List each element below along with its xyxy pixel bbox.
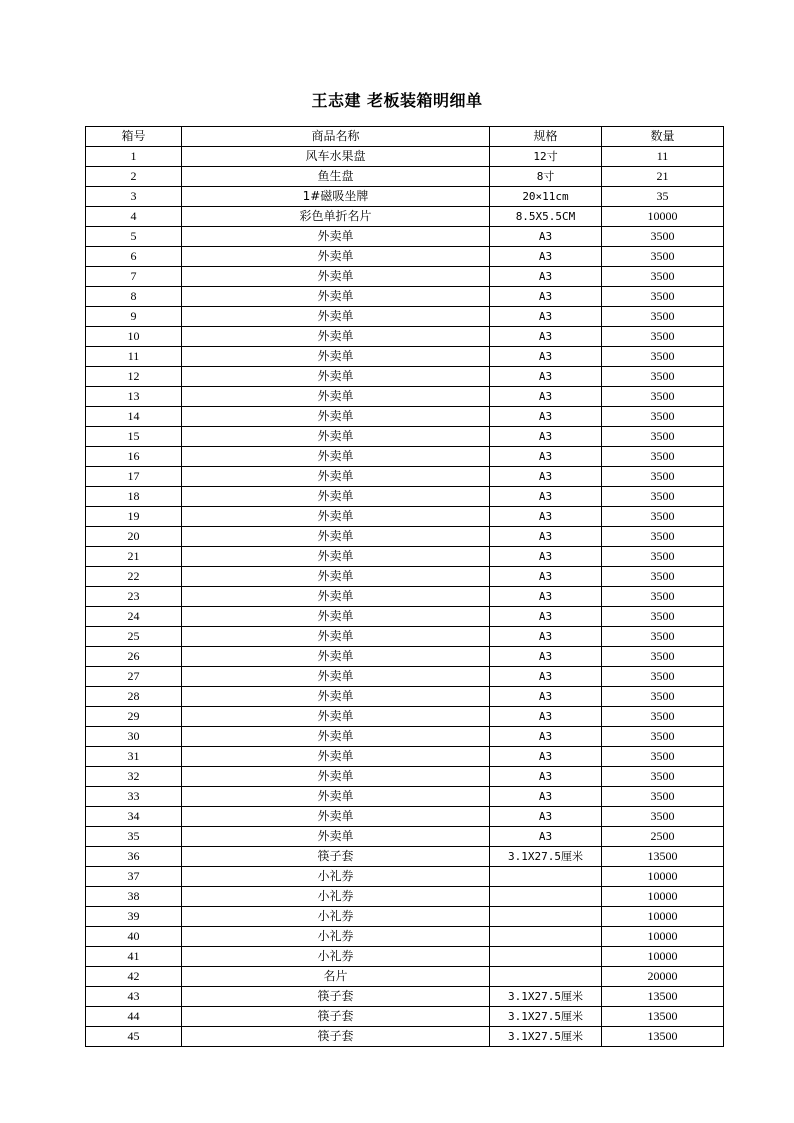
product-name-cell: 外卖单 [182,827,490,847]
spec-cell: A3 [490,727,602,747]
box-number-cell: 38 [86,887,182,907]
product-name-cell: 鱼生盘 [182,167,490,187]
table-row [86,867,724,887]
box-number-cell: 40 [86,927,182,947]
table-row [86,687,724,707]
product-name-cell: 小礼券 [182,887,490,907]
quantity-cell: 3500 [602,567,724,587]
quantity-cell: 13500 [602,1027,724,1047]
spec-cell: A3 [490,667,602,687]
product-name-cell: 外卖单 [182,567,490,587]
quantity-cell: 3500 [602,667,724,687]
quantity-cell: 3500 [602,367,724,387]
product-name-cell: 筷子套 [182,1007,490,1027]
quantity-cell: 3500 [602,447,724,467]
quantity-cell: 3500 [602,747,724,767]
spec-cell: A3 [490,247,602,267]
quantity-cell: 3500 [602,527,724,547]
box-number-cell: 22 [86,567,182,587]
quantity-cell: 3500 [602,327,724,347]
spec-cell: A3 [490,387,602,407]
box-number-cell: 33 [86,787,182,807]
spec-cell: A3 [490,347,602,367]
table-row [86,787,724,807]
box-number-cell: 7 [86,267,182,287]
quantity-cell: 21 [602,167,724,187]
box-number-cell: 34 [86,807,182,827]
box-number-cell: 24 [86,607,182,627]
product-name-cell: 外卖单 [182,427,490,447]
spec-cell: A3 [490,507,602,527]
box-number-cell: 20 [86,527,182,547]
table-row [86,1027,724,1047]
table-row [86,307,724,327]
product-name-cell: 外卖单 [182,667,490,687]
table-row [86,1007,724,1027]
box-number-cell: 25 [86,627,182,647]
box-number-cell: 11 [86,347,182,367]
table-row [86,167,724,187]
product-name-cell: 小礼券 [182,927,490,947]
table-row [86,827,724,847]
quantity-cell: 3500 [602,587,724,607]
box-number-cell: 37 [86,867,182,887]
box-number-cell: 41 [86,947,182,967]
product-name-cell: 外卖单 [182,747,490,767]
product-name-cell: 外卖单 [182,767,490,787]
box-number-cell: 3 [86,187,182,207]
box-number-cell: 12 [86,367,182,387]
quantity-cell: 3500 [602,387,724,407]
packing-list-table [85,126,724,1047]
spec-cell: A3 [490,467,602,487]
box-number-cell: 39 [86,907,182,927]
table-row [86,427,724,447]
spec-cell: 3.1X27.5厘米 [490,987,602,1007]
table-row [86,627,724,647]
table-row [86,727,724,747]
box-number-cell: 18 [86,487,182,507]
table-row [86,487,724,507]
box-number-cell: 17 [86,467,182,487]
box-number-cell: 8 [86,287,182,307]
quantity-cell: 3500 [602,767,724,787]
product-name-cell: 外卖单 [182,587,490,607]
product-name-cell: 外卖单 [182,527,490,547]
product-name-cell: 筷子套 [182,987,490,1007]
box-number-cell: 45 [86,1027,182,1047]
spec-cell: A3 [490,707,602,727]
table-row [86,747,724,767]
product-name-cell: 外卖单 [182,247,490,267]
product-name-cell: 外卖单 [182,787,490,807]
quantity-cell: 3500 [602,307,724,327]
column-header-quantity: 数量 [602,127,724,147]
product-name-cell: 小礼券 [182,947,490,967]
product-name-cell: 外卖单 [182,727,490,747]
table-row [86,367,724,387]
product-name-cell: 外卖单 [182,647,490,667]
quantity-cell: 3500 [602,467,724,487]
product-name-cell: 外卖单 [182,807,490,827]
product-name-cell: 风车水果盘 [182,147,490,167]
table-row [86,907,724,927]
quantity-cell: 3500 [602,607,724,627]
spec-cell: A3 [490,527,602,547]
quantity-cell: 3500 [602,487,724,507]
box-number-cell: 6 [86,247,182,267]
table-row [86,507,724,527]
table-row [86,847,724,867]
quantity-cell: 3500 [602,227,724,247]
spec-cell: 3.1X27.5厘米 [490,1007,602,1027]
quantity-cell: 10000 [602,867,724,887]
table-row [86,187,724,207]
box-number-cell: 32 [86,767,182,787]
table-row [86,667,724,687]
quantity-cell: 35 [602,187,724,207]
box-number-cell: 14 [86,407,182,427]
product-name-cell: 外卖单 [182,387,490,407]
quantity-cell: 3500 [602,407,724,427]
spec-cell: 3.1X27.5厘米 [490,1027,602,1047]
spec-cell: A3 [490,327,602,347]
table-row [86,887,724,907]
box-number-cell: 2 [86,167,182,187]
spec-cell: A3 [490,487,602,507]
spec-cell: A3 [490,767,602,787]
table-row [86,527,724,547]
product-name-cell: 彩色单折名片 [182,207,490,227]
spec-cell: A3 [490,587,602,607]
quantity-cell: 3500 [602,707,724,727]
box-number-cell: 1 [86,147,182,167]
quantity-cell: 10000 [602,927,724,947]
spec-cell [490,927,602,947]
box-number-cell: 27 [86,667,182,687]
product-name-cell: 外卖单 [182,707,490,727]
quantity-cell: 10000 [602,887,724,907]
spec-cell: A3 [490,647,602,667]
product-name-cell: 筷子套 [182,847,490,867]
table-row [86,287,724,307]
column-header-box-no: 箱号 [86,127,182,147]
table-row [86,347,724,367]
quantity-cell: 10000 [602,947,724,967]
page-title: 王志建 老板装箱明细单 [311,91,483,110]
spec-cell: A3 [490,787,602,807]
spec-cell [490,907,602,927]
table-row [86,927,724,947]
table-row [86,207,724,227]
product-name-cell: 外卖单 [182,367,490,387]
product-name-cell: 外卖单 [182,307,490,327]
spec-cell: A3 [490,687,602,707]
box-number-cell: 36 [86,847,182,867]
product-name-cell: 外卖单 [182,347,490,367]
product-name-cell: 外卖单 [182,507,490,527]
product-name-cell: 外卖单 [182,627,490,647]
product-name-cell: 筷子套 [182,1027,490,1047]
spec-cell: A3 [490,267,602,287]
table-row [86,647,724,667]
product-name-cell: 1#磁吸坐牌 [182,187,490,207]
box-number-cell: 35 [86,827,182,847]
spec-cell: A3 [490,407,602,427]
spec-cell [490,947,602,967]
spec-cell [490,867,602,887]
spec-cell: A3 [490,807,602,827]
quantity-cell: 3500 [602,427,724,447]
product-name-cell: 外卖单 [182,687,490,707]
table-row [86,567,724,587]
spec-cell: 12寸 [490,147,602,167]
box-number-cell: 30 [86,727,182,747]
spec-cell: A3 [490,427,602,447]
quantity-cell: 3500 [602,287,724,307]
product-name-cell: 名片 [182,967,490,987]
box-number-cell: 13 [86,387,182,407]
table-row [86,327,724,347]
spec-cell [490,967,602,987]
table-row [86,447,724,467]
spec-cell: A3 [490,627,602,647]
table-body [86,147,724,1047]
box-number-cell: 9 [86,307,182,327]
box-number-cell: 10 [86,327,182,347]
box-number-cell: 44 [86,1007,182,1027]
quantity-cell: 10000 [602,207,724,227]
quantity-cell: 20000 [602,967,724,987]
table-row [86,587,724,607]
spec-cell: A3 [490,367,602,387]
spec-cell: A3 [490,227,602,247]
spec-cell: A3 [490,307,602,327]
table-row [86,547,724,567]
box-number-cell: 15 [86,427,182,447]
table-row [86,767,724,787]
quantity-cell: 3500 [602,627,724,647]
table-row [86,607,724,627]
spec-cell: 3.1X27.5厘米 [490,847,602,867]
product-name-cell: 外卖单 [182,267,490,287]
table-row [86,987,724,1007]
spec-cell: A3 [490,547,602,567]
box-number-cell: 19 [86,507,182,527]
quantity-cell: 3500 [602,787,724,807]
product-name-cell: 外卖单 [182,447,490,467]
table-row [86,407,724,427]
spec-cell: A3 [490,827,602,847]
product-name-cell: 小礼券 [182,867,490,887]
spec-cell [490,887,602,907]
product-name-cell: 外卖单 [182,467,490,487]
spec-cell: 20×11cm [490,187,602,207]
table-header-row [86,127,724,147]
quantity-cell: 3500 [602,507,724,527]
box-number-cell: 16 [86,447,182,467]
table-row [86,467,724,487]
box-number-cell: 31 [86,747,182,767]
box-number-cell: 23 [86,587,182,607]
box-number-cell: 26 [86,647,182,667]
box-number-cell: 28 [86,687,182,707]
product-name-cell: 外卖单 [182,227,490,247]
product-name-cell: 小礼券 [182,907,490,927]
quantity-cell: 13500 [602,987,724,1007]
box-number-cell: 29 [86,707,182,727]
quantity-cell: 3500 [602,687,724,707]
quantity-cell: 3500 [602,247,724,267]
quantity-cell: 3500 [602,807,724,827]
quantity-cell: 10000 [602,907,724,927]
table-row [86,267,724,287]
column-header-spec: 规格 [490,127,602,147]
spec-cell: A3 [490,747,602,767]
box-number-cell: 43 [86,987,182,1007]
spec-cell: A3 [490,287,602,307]
spec-cell: A3 [490,607,602,627]
quantity-cell: 3500 [602,547,724,567]
spec-cell: A3 [490,447,602,467]
box-number-cell: 42 [86,967,182,987]
quantity-cell: 3500 [602,647,724,667]
table-row [86,247,724,267]
table-row [86,947,724,967]
table-row [86,387,724,407]
quantity-cell: 3500 [602,727,724,747]
quantity-cell: 3500 [602,347,724,367]
box-number-cell: 5 [86,227,182,247]
product-name-cell: 外卖单 [182,287,490,307]
product-name-cell: 外卖单 [182,487,490,507]
table-row [86,807,724,827]
box-number-cell: 21 [86,547,182,567]
box-number-cell: 4 [86,207,182,227]
spec-cell: A3 [490,567,602,587]
table-row [86,707,724,727]
product-name-cell: 外卖单 [182,407,490,427]
table-row [86,227,724,247]
product-name-cell: 外卖单 [182,547,490,567]
quantity-cell: 2500 [602,827,724,847]
quantity-cell: 3500 [602,267,724,287]
quantity-cell: 13500 [602,847,724,867]
product-name-cell: 外卖单 [182,327,490,347]
quantity-cell: 13500 [602,1007,724,1027]
spec-cell: 8.5X5.5CM [490,207,602,227]
quantity-cell: 11 [602,147,724,167]
spec-cell: 8寸 [490,167,602,187]
product-name-cell: 外卖单 [182,607,490,627]
column-header-product-name: 商品名称 [182,127,490,147]
table-row [86,147,724,167]
table-row [86,967,724,987]
